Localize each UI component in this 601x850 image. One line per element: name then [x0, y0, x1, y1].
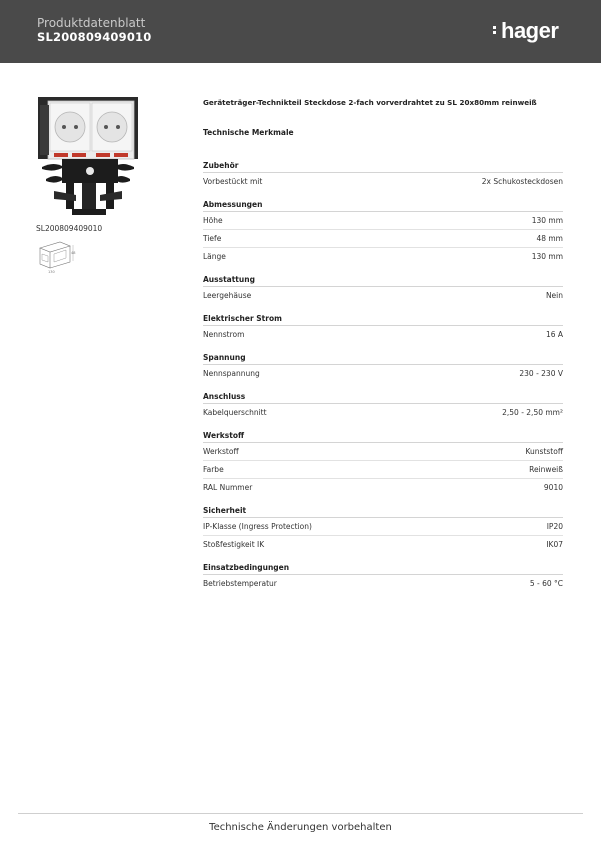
spec-row — [203, 212, 563, 230]
section-spannung — [203, 351, 563, 382]
spec-row — [203, 404, 563, 421]
footer-divider — [18, 813, 583, 814]
spec-row — [203, 461, 563, 479]
spec-value: IP20 — [546, 522, 563, 531]
section-abmessungen — [203, 198, 563, 265]
header-bar — [0, 0, 601, 63]
section-title: Abmessungen — [203, 198, 563, 212]
section-zubehoer — [203, 159, 563, 190]
spec-value: 130 mm — [531, 216, 563, 225]
spec-label: Nennspannung — [203, 369, 260, 378]
section-anschluss — [203, 390, 563, 421]
section-title: Anschluss — [203, 390, 563, 404]
product-image — [36, 95, 140, 221]
spec-row — [203, 575, 563, 592]
spec-label: IP-Klasse (Ingress Protection) — [203, 522, 312, 531]
spec-label: Nennstrom — [203, 330, 245, 339]
spec-row — [203, 443, 563, 461]
section-title: Werkstoff — [203, 429, 563, 443]
spec-row — [203, 230, 563, 248]
spec-row — [203, 536, 563, 553]
dimension-drawing — [34, 236, 76, 274]
section-title: Ausstattung — [203, 273, 563, 287]
spec-label: Höhe — [203, 216, 223, 225]
spec-label: Kabelquerschnitt — [203, 408, 267, 417]
dimension-label-length: 130 — [48, 270, 55, 274]
spec-row — [203, 518, 563, 536]
logo-wordmark: hager — [501, 18, 559, 43]
spec-row — [203, 479, 563, 496]
section-title: Einsatzbedingungen — [203, 561, 563, 575]
spec-label: Farbe — [203, 465, 224, 474]
spec-row — [203, 365, 563, 382]
product-title: Geräteträger-Technikteil Steckdose 2-fach vorverdrahtet zu SL 20x80mm reinweiß — [203, 98, 537, 107]
section-einsatzbedingungen — [203, 561, 563, 592]
section-title: Zubehör — [203, 159, 563, 173]
spec-value: 16 A — [545, 330, 563, 339]
section-title: Elektrischer Strom — [203, 312, 563, 326]
spec-row — [203, 326, 563, 343]
spec-value: 2x Schukosteckdosen — [481, 177, 563, 186]
image-caption: SL200809409010 — [36, 224, 103, 233]
spec-label: Stoßfestigkeit IK — [203, 540, 265, 549]
spec-value: Kunststoff — [525, 447, 563, 456]
spec-heading: Technische Merkmale — [203, 128, 294, 137]
dimension-label-depth: 48 — [71, 251, 76, 255]
spec-value: Nein — [545, 291, 563, 300]
spec-row — [203, 248, 563, 265]
spec-label: Tiefe — [203, 234, 222, 243]
spec-value: IK07 — [546, 540, 563, 549]
spec-value: 2,50 - 2,50 mm² — [502, 408, 563, 417]
spec-value: 5 - 60 °C — [529, 579, 563, 588]
spec-value: 130 mm — [531, 252, 563, 261]
section-title: Sicherheit — [203, 504, 563, 518]
spec-row — [203, 287, 563, 304]
spec-column — [203, 98, 563, 600]
spec-value: 230 - 230 V — [519, 369, 563, 378]
section-elektrischer-strom — [203, 312, 563, 343]
section-title: Spannung — [203, 351, 563, 365]
section-werkstoff — [203, 429, 563, 496]
spec-value: 9010 — [543, 483, 563, 492]
product-number: SL200809409010 — [37, 30, 152, 44]
spec-label: Betriebstemperatur — [203, 579, 277, 588]
spec-label: Vorbestückt mit — [203, 177, 263, 186]
section-ausstattung — [203, 273, 563, 304]
spec-value: Reinweiß — [529, 465, 563, 474]
section-sicherheit — [203, 504, 563, 553]
footer-note: Technische Änderungen vorbehalten — [209, 822, 392, 833]
spec-value: 48 mm — [536, 234, 563, 243]
document-type: Produktdatenblatt — [37, 16, 146, 30]
spec-row — [203, 173, 563, 190]
spec-label: Werkstoff — [203, 447, 239, 456]
spec-label: Leergehäuse — [203, 291, 252, 300]
spec-label: RAL Nummer — [203, 483, 253, 492]
spec-label: Länge — [203, 252, 226, 261]
